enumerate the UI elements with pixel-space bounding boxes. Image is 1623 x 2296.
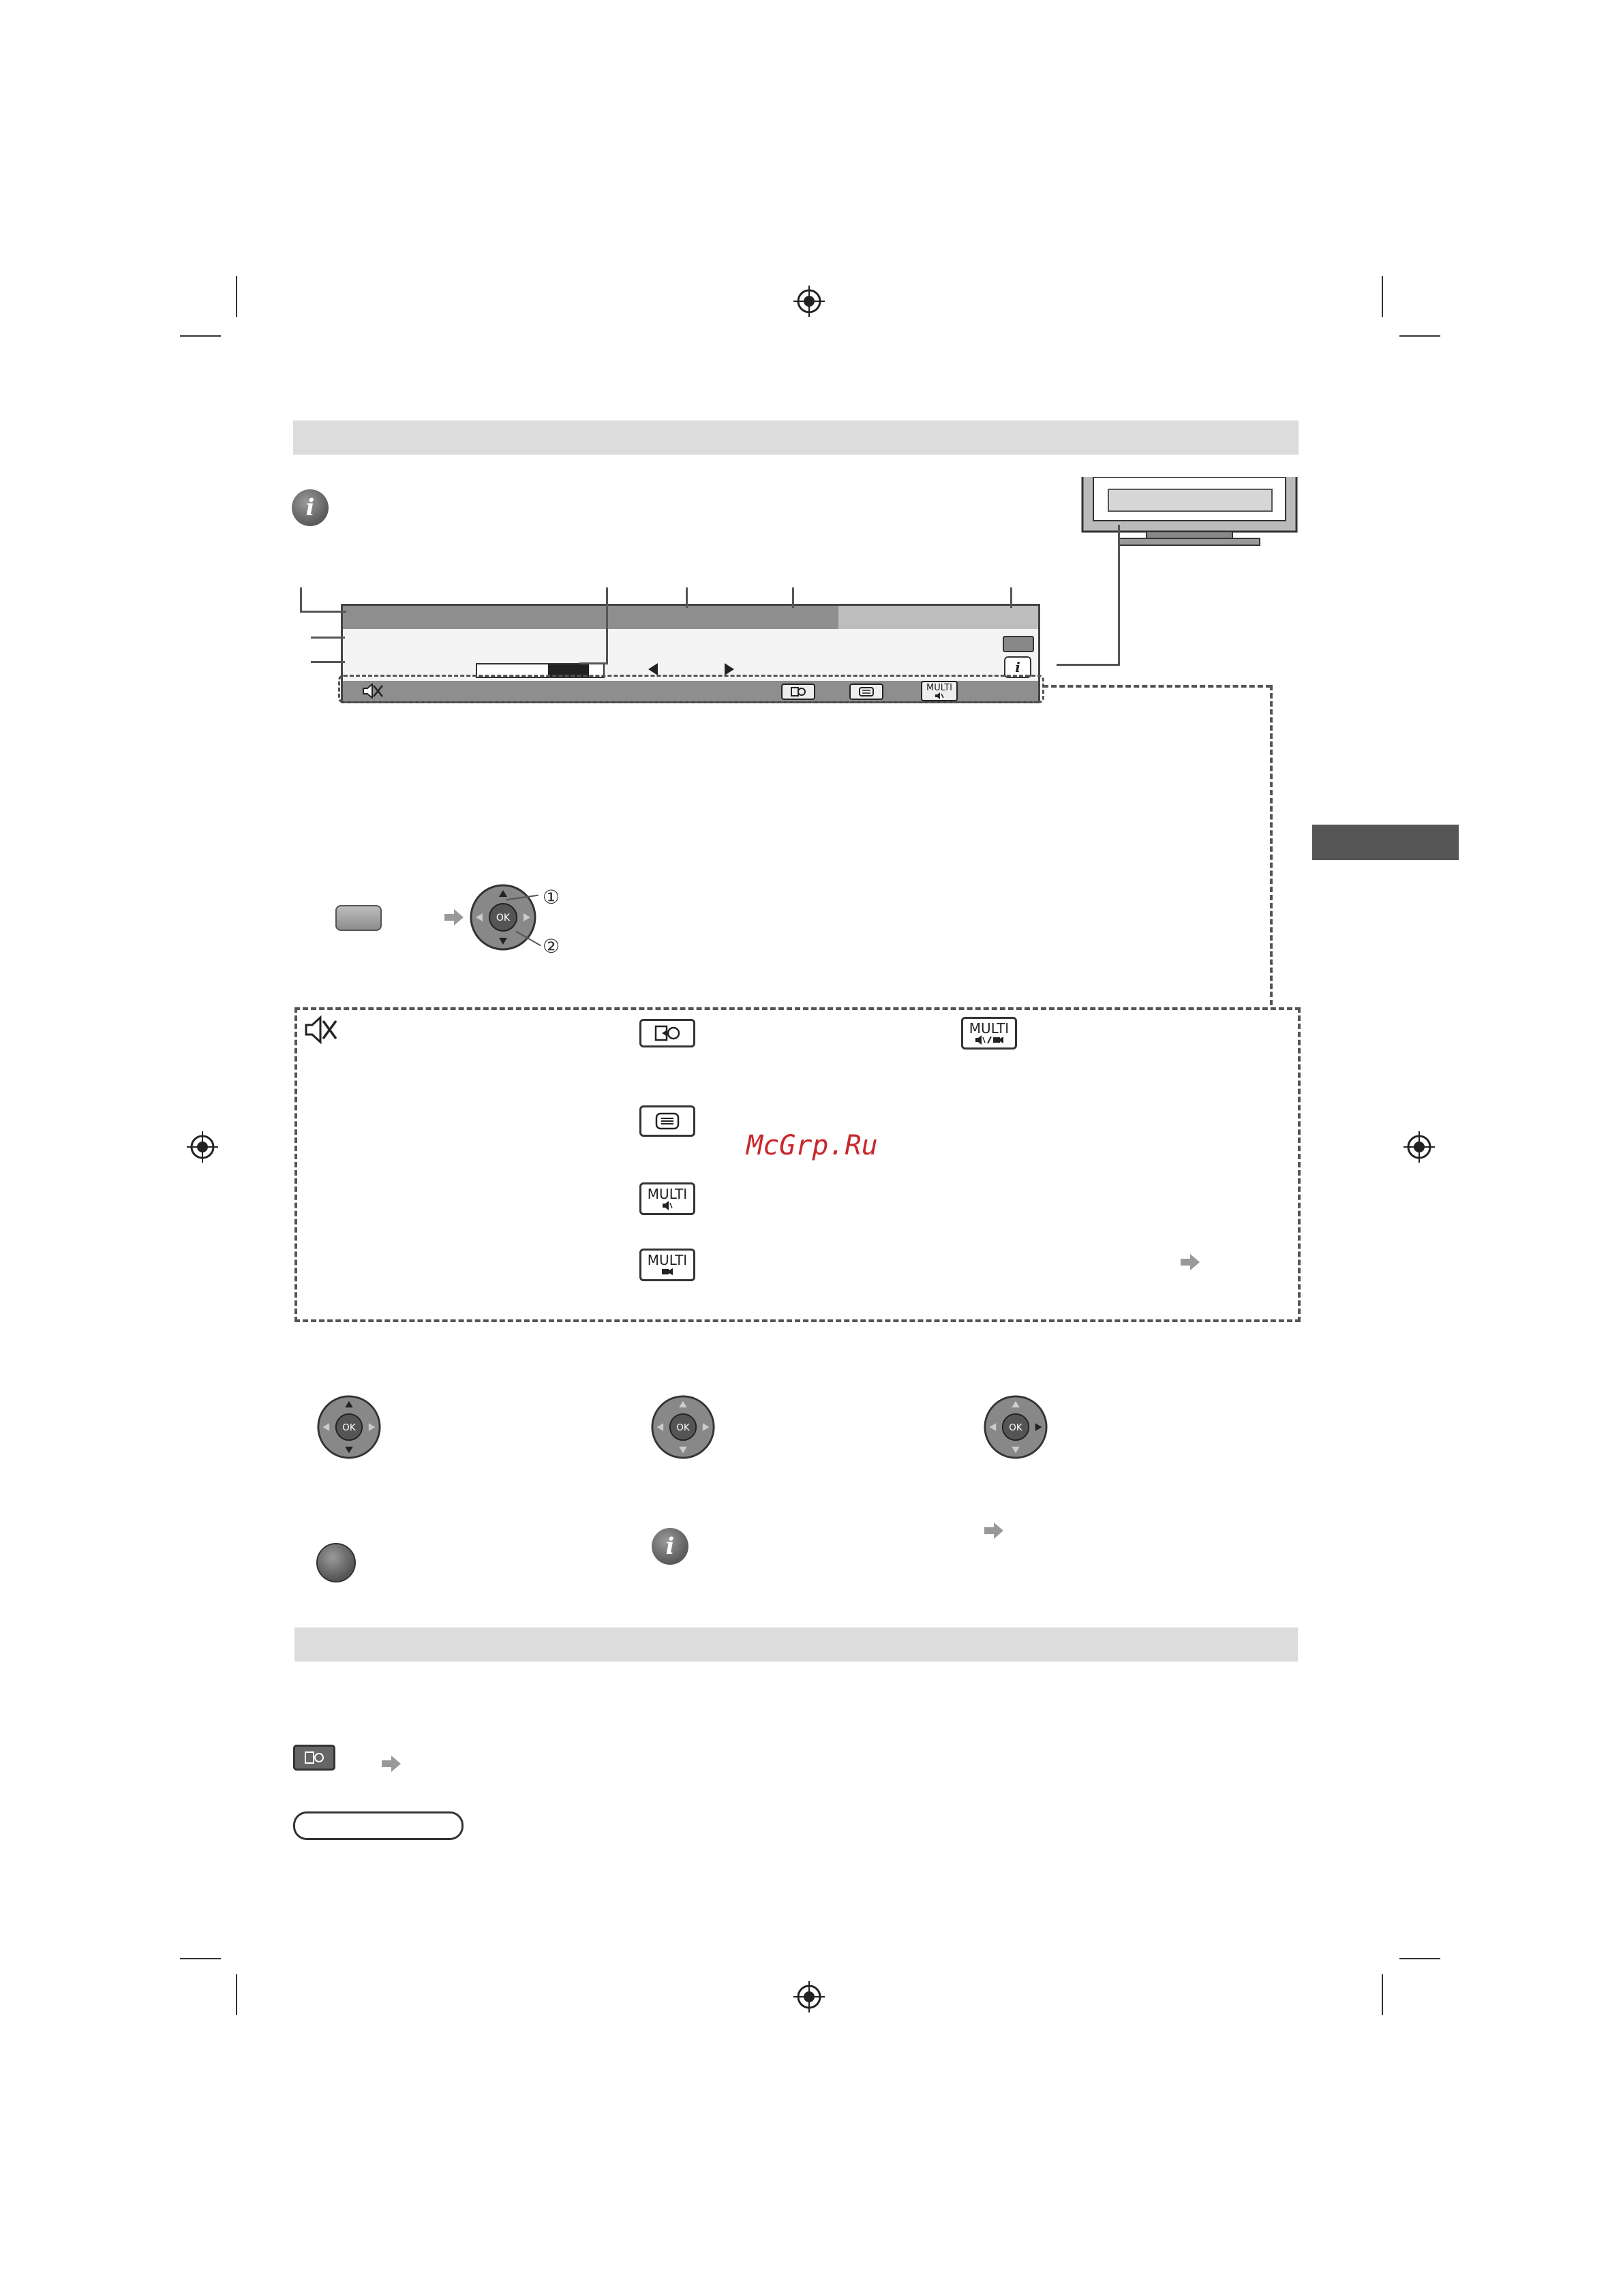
- dashed-connector: [1270, 685, 1273, 1005]
- arrow-pointer-icon: [1181, 1254, 1200, 1270]
- callout-line: [300, 587, 302, 612]
- registration-mark-icon: [1402, 1130, 1436, 1164]
- callout-line: [1010, 587, 1012, 608]
- crop-mark: [1382, 276, 1383, 317]
- crop-mark: [180, 1958, 221, 1959]
- right-arrow-icon: [723, 663, 734, 675]
- crop-mark: [236, 1974, 237, 2015]
- multi-label: MULTI: [926, 682, 952, 693]
- multi-video-key: [639, 1249, 695, 1281]
- crop-mark: [1382, 1974, 1383, 2015]
- dpad-ok-label: OK: [1009, 1422, 1022, 1433]
- multi-label: MULTI: [969, 1020, 1010, 1037]
- note-pill: [293, 1811, 464, 1840]
- callout-line: [579, 662, 608, 664]
- dpad-ok-icon: [469, 883, 537, 951]
- callout-line: [1057, 664, 1120, 666]
- watermark-text: McGrp.Ru: [746, 1130, 878, 1161]
- section-header-bar: [294, 1627, 1298, 1662]
- step-marker-1: ①: [543, 886, 560, 908]
- chapter-side-tab: [1312, 825, 1459, 860]
- callout-line: [311, 661, 345, 663]
- arrow-pointer-icon: [984, 1522, 1003, 1539]
- registration-mark-icon: [792, 284, 826, 318]
- multi-audio-video-key: [961, 1017, 1017, 1050]
- callout-line: [686, 587, 688, 608]
- remote-button: [335, 905, 382, 931]
- arrow-pointer-icon: [382, 1756, 401, 1772]
- dpad-ok-label: OK: [342, 1422, 356, 1433]
- banner-small-button: [1003, 636, 1034, 652]
- registration-mark-icon: [792, 1980, 826, 2014]
- dpad-ok-label: OK: [496, 913, 511, 923]
- multi-label: MULTI: [647, 1252, 688, 1268]
- multi-audio-key: [639, 1182, 695, 1215]
- info-icon: i: [652, 1528, 688, 1565]
- dashed-connector: [1043, 685, 1271, 688]
- step-marker-2: ②: [543, 935, 560, 958]
- mute-icon: [304, 1015, 338, 1044]
- dpad-ok-icon: [983, 1394, 1048, 1460]
- input-select-key: [639, 1019, 695, 1047]
- input-select-key-dark: [293, 1745, 335, 1771]
- callout-line: [311, 637, 345, 639]
- dpad-ok-icon: [316, 1394, 382, 1460]
- key-functions-box: [294, 1007, 1301, 1322]
- multi-label: MULTI: [647, 1186, 688, 1202]
- section-header-bar: [293, 420, 1299, 455]
- info-icon: i: [292, 489, 329, 526]
- banner-top-bar-right: [838, 606, 1038, 629]
- text-teletext-key: [639, 1105, 695, 1137]
- crop-mark: [180, 335, 221, 337]
- left-arrow-icon: [648, 663, 659, 675]
- crop-mark: [1399, 1958, 1440, 1959]
- banner-highlight-dash: [338, 675, 1044, 703]
- info-key-icon: i: [1004, 656, 1031, 678]
- callout-line: [606, 587, 608, 664]
- registration-mark-icon: [185, 1130, 219, 1164]
- arrow-pointer-icon: [444, 909, 464, 925]
- dpad-ok-icon: [650, 1394, 716, 1460]
- crop-mark: [1399, 335, 1440, 337]
- callout-line: [300, 611, 346, 613]
- callout-line: [1118, 525, 1120, 665]
- tv-set-icon: [1078, 477, 1301, 552]
- callout-line: [792, 587, 794, 608]
- round-remote-button: [316, 1543, 356, 1582]
- crop-mark: [236, 276, 237, 317]
- dpad-ok-label: OK: [676, 1422, 690, 1433]
